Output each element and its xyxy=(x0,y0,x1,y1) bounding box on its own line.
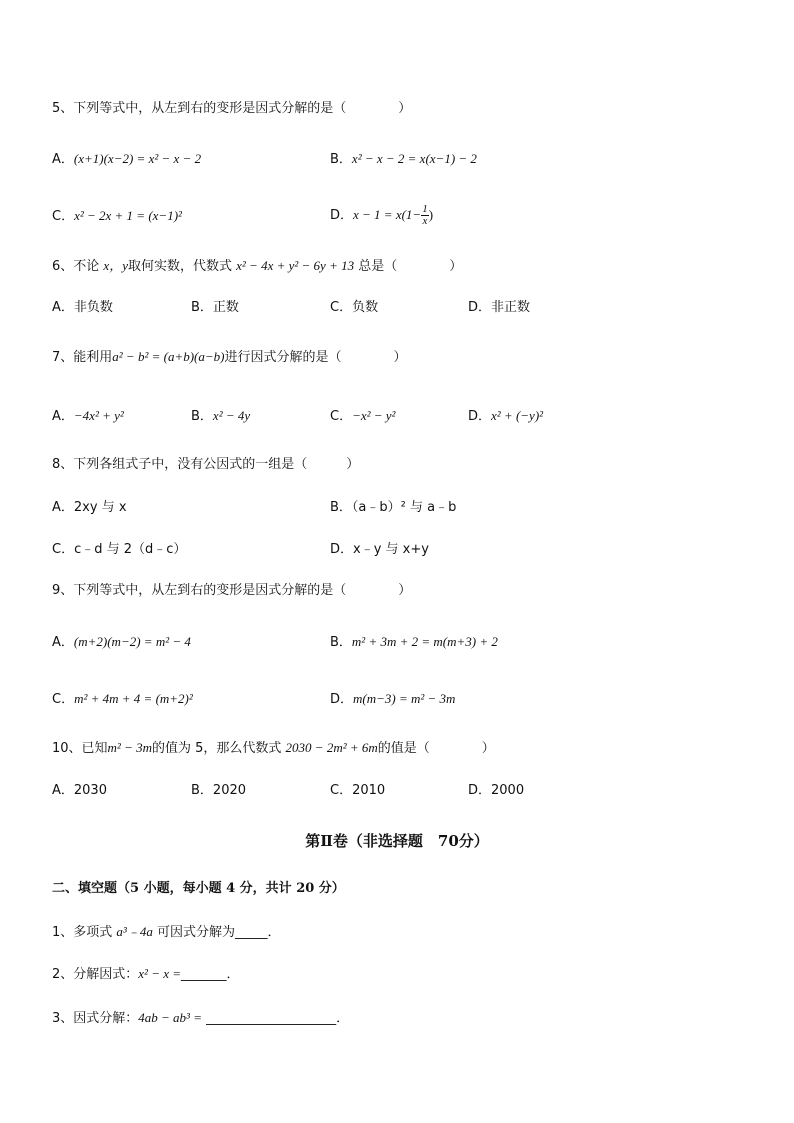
option-label: B． xyxy=(330,152,352,167)
option-label: D． xyxy=(330,692,354,707)
q10-option-a[interactable]: A．2030 xyxy=(52,783,107,798)
answer-blank[interactable]: _______． xyxy=(181,967,240,982)
answer-blank[interactable]: ____________________． xyxy=(206,1011,350,1026)
option-label: D． xyxy=(468,409,492,424)
option-math-close: ) xyxy=(428,207,434,222)
stem-expression: 2030 − 2m² + 6m xyxy=(285,740,378,755)
option-label: D． xyxy=(330,208,354,223)
fraction xyxy=(421,204,429,227)
q5-option-d[interactable] xyxy=(330,200,433,231)
stem-text: 3、因式分解： xyxy=(52,1011,139,1026)
stem-text: 10、已知 xyxy=(52,741,108,756)
stem-expression: x² − x = xyxy=(138,966,182,981)
option-label: B． xyxy=(330,635,352,650)
stem-text: 取何实数，代数式 xyxy=(127,259,232,274)
q5-stem: 5、下列等式中，从左到右的变形是因式分解的是（ ） xyxy=(52,101,412,116)
q6-stem xyxy=(52,257,462,276)
stem-expression: a² − b² = (a+b)(a−b) xyxy=(112,349,225,364)
q8-option-a[interactable]: A．2xy 与 x xyxy=(52,500,127,515)
fill-question-3 xyxy=(52,1009,349,1028)
option-math: m(m−3) = m² − 3m xyxy=(353,691,456,706)
option-math: m² + 3m + 2 = m(m+3) + 2 xyxy=(351,634,498,649)
q7-option-d[interactable] xyxy=(468,407,543,426)
option-math: x − 1 = x(1− xyxy=(353,207,422,222)
part-heading: 二、填空题（5 小题，每小题 4 分，共计 20 分） xyxy=(52,881,345,896)
q6-option-b[interactable]: B．正数 xyxy=(191,300,239,315)
option-label: C． xyxy=(330,409,353,424)
stem-text: 进行因式分解的是（ ） xyxy=(224,350,407,365)
q8-option-d[interactable]: D．x﹣y 与 x+y xyxy=(330,542,429,557)
option-math: (x+1)(x−2) = x² − x − 2 xyxy=(73,151,202,166)
q8-option-c[interactable]: C．c﹣d 与 2（d﹣c） xyxy=(52,542,187,557)
option-math: x² − x − 2 = x(x−1) − 2 xyxy=(351,151,477,166)
option-label: A． xyxy=(52,409,74,424)
q9-stem: 9、下列等式中，从左到右的变形是因式分解的是（ ） xyxy=(52,583,412,598)
q7-option-a[interactable] xyxy=(52,407,124,426)
stem-expression: 4ab − ab³ = xyxy=(138,1010,202,1025)
stem-text: 总是（ ） xyxy=(358,259,463,274)
option-math: (m+2)(m−2) = m² − 4 xyxy=(73,634,191,649)
q6-option-c[interactable]: C．负数 xyxy=(330,300,379,315)
option-label: A． xyxy=(52,152,74,167)
q6-option-d[interactable]: D．非正数 xyxy=(468,300,531,315)
stem-variables: x，y xyxy=(103,258,128,273)
stem-text: 7、能利用 xyxy=(52,350,113,365)
option-label: C． xyxy=(52,209,75,224)
q10-option-d[interactable]: D．2000 xyxy=(468,783,525,798)
stem-text: 的值是（ ） xyxy=(377,741,495,756)
q7-stem xyxy=(52,348,407,367)
stem-expression: a³﹣4a xyxy=(116,924,153,939)
q5-option-a[interactable] xyxy=(52,150,201,169)
q10-option-b[interactable]: B．2020 xyxy=(191,783,247,798)
stem-text: 1、多项式 xyxy=(52,925,113,940)
option-label: C． xyxy=(52,692,75,707)
option-label: B． xyxy=(191,409,213,424)
stem-text: 6、不论 xyxy=(52,259,100,274)
option-math: x² + (−y)² xyxy=(491,408,544,423)
fill-question-2 xyxy=(52,965,240,984)
q9-option-a[interactable] xyxy=(52,633,191,652)
section-title: 第Ⅱ卷（非选择题 70分） xyxy=(305,832,489,850)
stem-text: 的值为 5，那么代数式 xyxy=(152,741,282,756)
fraction-denominator: x xyxy=(422,215,428,227)
fill-question-1 xyxy=(52,923,280,942)
q10-stem xyxy=(52,739,495,758)
q5-option-b[interactable] xyxy=(330,150,477,169)
option-math: m² + 4m + 4 = (m+2)² xyxy=(74,691,193,706)
q6-option-a[interactable]: A．非负数 xyxy=(52,300,113,315)
q5-option-c[interactable] xyxy=(52,207,182,226)
q9-option-c[interactable] xyxy=(52,690,193,709)
q8-option-b[interactable]: B．（a﹣b）² 与 a﹣b xyxy=(330,500,457,515)
option-math: x² − 4y xyxy=(212,408,251,423)
option-math: −4x² + y² xyxy=(73,408,124,423)
answer-blank[interactable]: 可因式分解为_____． xyxy=(156,925,281,940)
stem-expression: m² − 3m xyxy=(107,740,152,755)
stem-text: 2、分解因式： xyxy=(52,967,139,982)
option-math: −x² − y² xyxy=(352,408,396,423)
q7-option-c[interactable] xyxy=(330,407,395,426)
stem-expression: x² − 4x + y² − 6y + 13 xyxy=(236,258,355,273)
q7-option-b[interactable] xyxy=(191,407,250,426)
fraction-numerator: 1 xyxy=(422,203,428,215)
q10-option-c[interactable]: C．2010 xyxy=(330,783,386,798)
option-math: x² − 2x + 1 = (x−1)² xyxy=(74,208,182,223)
q9-option-b[interactable] xyxy=(330,633,498,652)
option-label: A． xyxy=(52,635,74,650)
q9-option-d[interactable] xyxy=(330,690,455,709)
q8-stem: 8、下列各组式子中，没有公因式的一组是（ ） xyxy=(52,457,360,472)
